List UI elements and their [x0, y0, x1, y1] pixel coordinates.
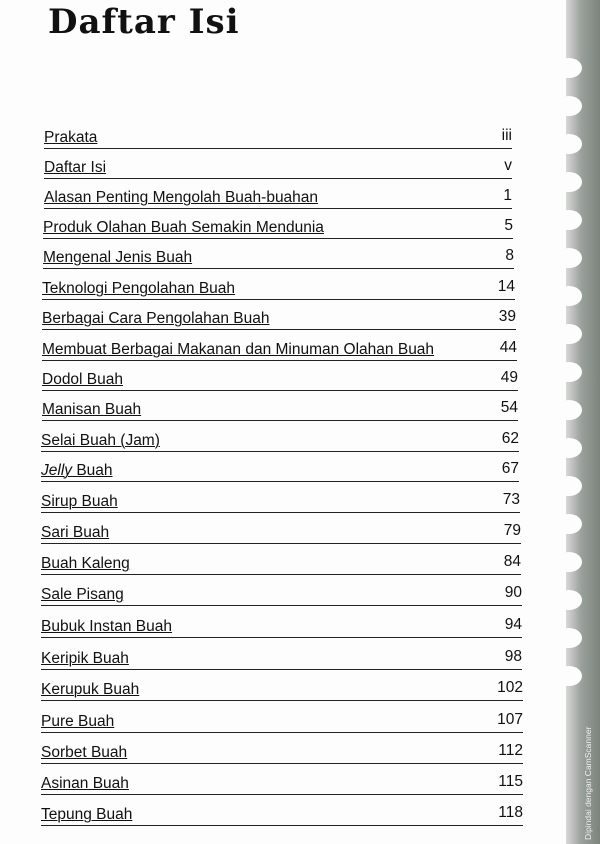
toc-page-number: 5: [504, 217, 513, 234]
toc-entry-title: Selai Buah (Jam): [41, 432, 160, 449]
toc-row[interactable]: [41, 457, 519, 482]
toc-entry-title: Produk Olahan Buah Semakin Mendunia: [43, 219, 324, 236]
binding-notch: [556, 438, 582, 458]
toc-row[interactable]: [42, 275, 515, 300]
toc-row[interactable]: [41, 488, 520, 513]
toc-entry-title: Keripik Buah: [41, 650, 129, 667]
toc-row[interactable]: [44, 124, 512, 149]
toc-row[interactable]: [41, 801, 523, 826]
toc-entry-title: Asinan Buah: [41, 775, 129, 792]
toc-page-number: 54: [500, 399, 518, 416]
binding-notch: [556, 172, 582, 192]
toc-page-number: 79: [503, 522, 521, 539]
toc-row[interactable]: [41, 676, 523, 701]
toc-row[interactable]: [41, 708, 523, 733]
toc-row[interactable]: [41, 770, 523, 795]
toc-page-number: 84: [503, 553, 521, 570]
binding-notch: [556, 248, 582, 268]
toc-page-number: 90: [504, 584, 522, 601]
binding-notch: [556, 628, 582, 648]
toc-row[interactable]: [43, 214, 513, 239]
toc-page-number: 39: [498, 308, 516, 325]
toc-page-number: 112: [498, 742, 523, 759]
binding-notch: [556, 58, 582, 78]
toc-entry-title-italic: Jelly: [41, 462, 73, 479]
toc-row[interactable]: [41, 581, 522, 606]
binding-notch: [556, 362, 582, 382]
page-title: Daftar Isi: [48, 2, 240, 42]
toc-page-number: 1: [503, 187, 512, 204]
toc-page-number: 98: [504, 648, 522, 665]
toc-row[interactable]: [43, 244, 514, 269]
toc-entry-title: Sorbet Buah: [41, 744, 128, 761]
toc-entry-title: Kerupuk Buah: [41, 681, 140, 698]
toc-entry-title: Teknologi Pengolahan Buah: [42, 280, 236, 297]
binding-notch: [556, 590, 582, 610]
toc-page-number: 118: [498, 804, 523, 821]
toc-row[interactable]: [41, 519, 521, 544]
toc-page-number: 49: [500, 369, 518, 386]
toc-page-number: 115: [498, 773, 523, 790]
toc-entry-title: Bubuk Instan Buah: [41, 618, 172, 635]
toc-row[interactable]: [41, 427, 519, 452]
toc-entry-title: Berbagai Cara Pengolahan Buah: [42, 310, 270, 327]
binding-notch: [556, 552, 582, 572]
toc-row[interactable]: [42, 396, 518, 421]
toc-entry-title-rest: Buah: [72, 462, 113, 479]
toc-entry-title: Membuat Berbagai Makanan dan Minuman Olahan Buah: [42, 341, 435, 358]
toc-page-number: 67: [501, 460, 519, 477]
toc-page-number: 102: [497, 679, 523, 696]
toc-entry-title: Mengenal Jenis Buah: [43, 249, 193, 266]
toc-page-number: 107: [497, 711, 523, 728]
toc-row[interactable]: [44, 184, 512, 209]
binding-notch: [556, 514, 582, 534]
toc-entry-title: Pure Buah: [41, 713, 115, 730]
toc-entry-title: Prakata: [44, 129, 98, 146]
toc-entry-title: Manisan Buah: [42, 401, 142, 418]
binding-notch: [556, 476, 582, 496]
toc-entry-title: Tepung Buah: [41, 806, 133, 823]
toc-row[interactable]: [42, 366, 518, 391]
binding-notch: [556, 400, 582, 420]
toc-entry-title: Alasan Penting Mengolah Buah-buahan: [44, 189, 319, 206]
toc-row[interactable]: [41, 739, 523, 764]
binding-notch: [556, 134, 582, 154]
toc-page-number: 8: [505, 247, 514, 264]
binding-notch: [556, 210, 582, 230]
toc-row[interactable]: [41, 613, 522, 638]
binding-notch: [556, 286, 582, 306]
toc-page-number: v: [504, 157, 512, 174]
toc-entry-title: Daftar Isi: [44, 159, 107, 176]
toc-row[interactable]: [44, 154, 512, 179]
toc-entry-title: Sale Pisang: [41, 586, 124, 603]
toc-row[interactable]: [42, 336, 517, 361]
toc-entry-title: [41, 462, 113, 480]
toc-page-number: 62: [501, 430, 519, 447]
scanner-watermark: Dipindai dengan CamScanner: [583, 726, 593, 840]
binding-notch: [556, 324, 582, 344]
toc-entry-title: Buah Kaleng: [41, 555, 130, 572]
toc-page-number: 73: [502, 491, 520, 508]
toc-page-number: 44: [499, 339, 517, 356]
toc-page-number: iii: [501, 127, 512, 144]
toc-row[interactable]: [41, 550, 521, 575]
toc-row[interactable]: [41, 645, 522, 670]
toc-page-number: 14: [497, 278, 515, 295]
toc-row[interactable]: [42, 305, 516, 330]
toc-entry-title: Dodol Buah: [42, 371, 124, 388]
toc-entry-title: Sirup Buah: [41, 493, 118, 510]
binding-notch: [556, 96, 582, 116]
toc-entry-title: Sari Buah: [41, 524, 110, 541]
binding-notch: [556, 666, 582, 686]
toc-page-number: 94: [504, 616, 522, 633]
